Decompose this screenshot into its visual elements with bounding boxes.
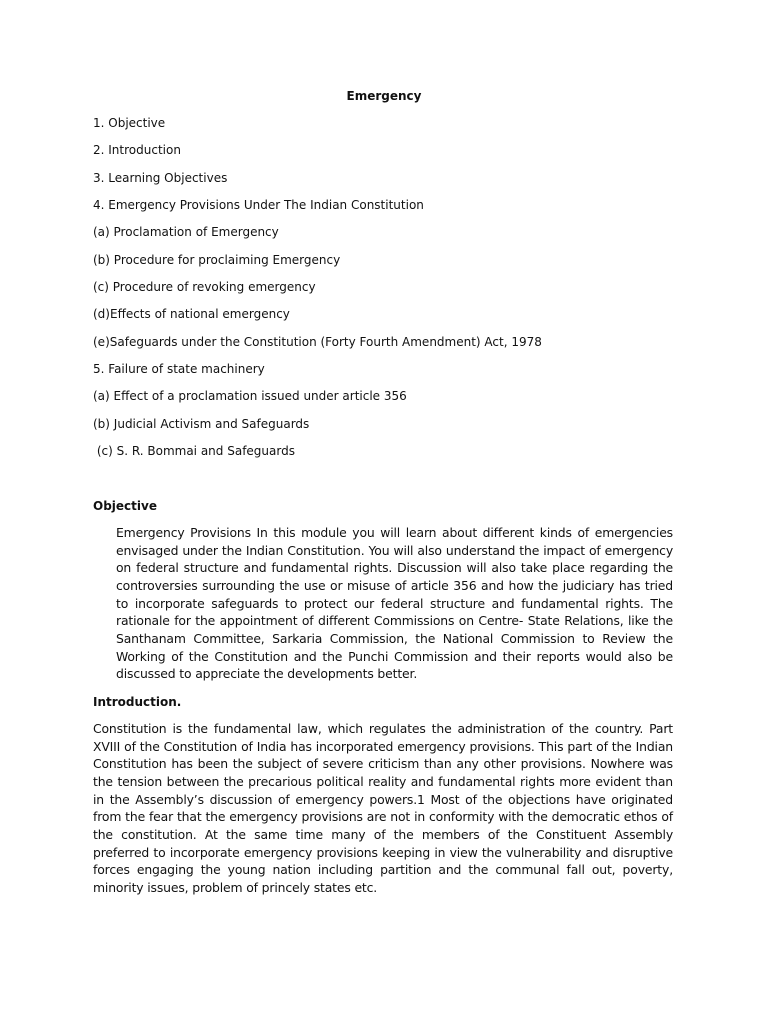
toc-item: (b) Judicial Activism and Safeguards — [93, 416, 310, 431]
toc-item: (d)Effects of national emergency — [93, 307, 290, 322]
toc-item: (c) S. R. Bommai and Safeguards — [93, 444, 295, 459]
introduction-paragraph: Constitution is the fundamental law, which regulates the administration of the country. Part XVIII of the Constitution of India has incorporated emergency provisions. This part of the Indian Constitution has been the subject of severe criticism than any other provisions. Nowhere was the tension between the precarious political reality and fundamental rights more evident than in the Assembly’s discussion of emergency powers.1 Most of the objections have originated from the fear that the emergency provisions are not in conformity with the democratic ethos of the constitution. At the same time many of the members of the Constituent Assembly preferred to incorporate emergency provisions keeping in view the vulnerability and disruptive forces engaging the young nation including partition and the communal fall out, poverty, minority issues, problem of princely states etc. — [93, 721, 673, 895]
toc-item: 3. Learning Objectives — [93, 170, 228, 185]
objective-paragraph: Emergency Provisions In this module you will learn about different kinds of emergencies envisaged under the Indian Constitution. You will also understand the impact of emergency on federal structure and fundamental rights. Discussion will also take place regarding the controversies surrounding the use or misuse of article 356 and how the judiciary has tried to incorporate safeguards to protect our federal structure and fundamental rights. The rationale for the appointment of different Commissions on Centre- State Relations, like the Santhanam Committee, Sarkaria Commission, the National Commission to Review the Working of the Constitution and the Punchi Commission and their reports would also be discussed to appreciate the developments better. — [116, 525, 673, 682]
document-title: Emergency — [346, 89, 422, 103]
toc-item: (a) Proclamation of Emergency — [93, 225, 279, 240]
table-of-contents — [93, 114, 683, 469]
toc-item: 4. Emergency Provisions Under The Indian Constitution — [93, 198, 424, 213]
toc-item: (c) Procedure of revoking emergency — [93, 280, 316, 295]
toc-item: 5. Failure of state machinery — [93, 362, 265, 377]
introduction-heading: Introduction. — [93, 695, 182, 709]
toc-item: 2. Introduction — [93, 143, 181, 158]
toc-item: (e)Safeguards under the Constitution (Forty Fourth Amendment) Act, 1978 — [93, 334, 542, 349]
toc-item: 1. Objective — [93, 116, 166, 130]
toc-item: (b) Procedure for proclaiming Emergency — [93, 252, 341, 267]
objective-heading: Objective — [93, 499, 157, 513]
toc-item: (a) Effect of a proclamation issued under article 356 — [93, 389, 407, 404]
